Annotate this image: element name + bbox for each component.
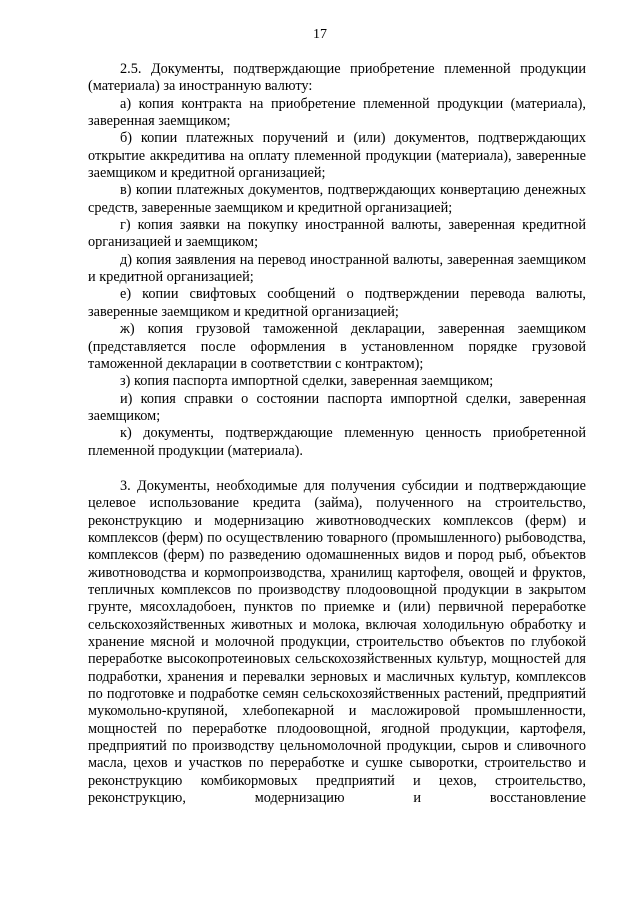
list-item-d: д) копия заявления на перевод иностранной валюты, заверенная заемщиком и кредитной организацией; (88, 251, 586, 286)
paragraph-2-5: 2.5. Документы, подтверждающие приобретение племенной продукции (материала) за иностранную валюту: (88, 61, 586, 95)
list-item-i: и) копия справки о состоянии паспорта импортной сделки, заверенная заемщиком; (88, 390, 586, 424)
document-body (88, 61, 586, 807)
list-item-zh: ж) копия грузовой таможенной декларации, заверенная заемщиком (представляется после оформления в установленном порядке грузовой таможенной декларации в соответствии с контрактом); (88, 321, 586, 372)
list-item-z: з) копия паспорта импортной сделки, заверенная заемщиком; (120, 373, 494, 390)
list-item-v: в) копии платежных документов, подтверждающих конвертацию денежных средств, заверенные заемщиком и кредитной организацией; (88, 182, 586, 216)
list-item-g: г) копия заявки на покупку иностранной валюты, заверенная кредитной организацией и заемщиком; (88, 217, 586, 251)
page-number: 17 (313, 27, 327, 42)
list-item-e: е) копии свифтовых сообщений о подтверждении перевода валюты, заверенные заемщиком и кредитной организацией; (88, 286, 586, 320)
paragraph-3: 3. Документы, необходимые для получения субсидии и подтверждающие целевое использование кредита (займа), полученного на строительство, реконструкцию и модернизацию животноводческих комплексов (ферм) и комплексов (ферм) по осуществлению товарного (промышленного) рыбоводства, комплексов (ферм) по разведению одомашненных видов и пород рыб, объектов животноводства и кормопроизводства, хранилищ картофеля, овощей и фруктов, тепличных комплексов по производству плодоовощной продукции в закрытом грунте, мясохладобоен, пунктов по приемке и (или) первичной переработке сельскохозяйственных животных и молока, включая холодильную обработку и хранение мясной и молочной продукции, строительство объектов по глубокой переработке высокопротеиновых сельскохозяйственных культур, мощностей для подработки, хранения и перевалки зерновых и масличных культур, комплексов по подготовке и подработке семян сельскохозяйственных растений, предприятий мукомольно-крупяной, хлебопекарной и масложировой промышленности, мощностей по переработке плодоовощной, ягодной продукции, картофеля, предприятий по производству цельномолочной продукции, сыров и сливочного масла, цехов и участков по переработке и сушке сыворотки, строительство и реконструкцию комбикормовых предприятий и цехов, строительство, реконструкцию, модернизацию и восстановление (88, 477, 586, 807)
list-item-k: к) документы, подтверждающие племенную ценность приобретенной племенной продукции (материала). (88, 425, 586, 459)
list-item-b: б) копии платежных поручений и (или) документов, подтверждающих открытие аккредитива на оплату племенной продукции (материала), заверенные заемщиком и кредитной организацией; (88, 130, 586, 182)
list-item-a: а) копия контракта на приобретение племенной продукции (материала), заверенная заемщиком; (88, 95, 586, 130)
